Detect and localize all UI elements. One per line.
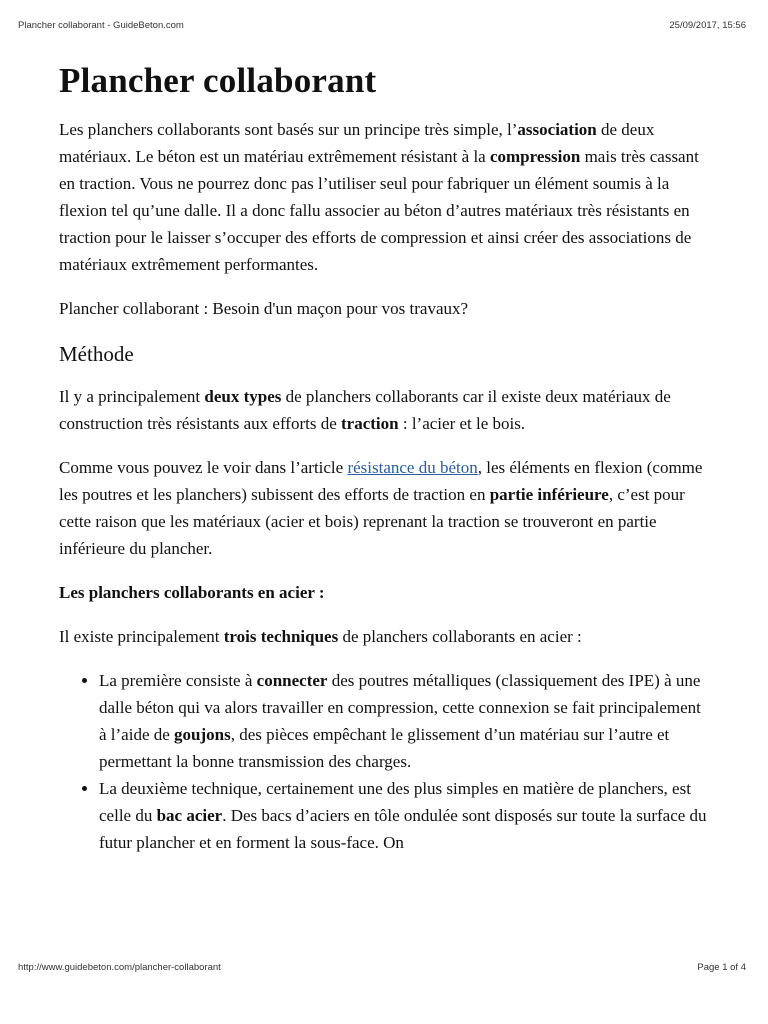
page-title: Plancher collaborant: [59, 61, 377, 100]
text-run: Il y a principalement: [59, 387, 205, 406]
list-item: [99, 775, 711, 856]
text-run: des poutres métalliques (classiquement des IPE) à une dalle béton qui va alors travailler en compression, cette connexion se fait principalement à l’aide de: [99, 671, 701, 744]
list-item: [99, 667, 711, 775]
text-run: La deuxième technique, certainement une des plus simples en matière de planchers, est celle du: [99, 779, 691, 825]
text-run: de deux matériaux. Le béton est un matériau extrêmement résistant à la: [59, 120, 655, 166]
bold-term: compression: [489, 147, 581, 166]
bold-term: association: [517, 120, 597, 139]
print-header: [18, 20, 746, 31]
text-run: La première consiste à: [99, 671, 257, 690]
bold-term: connecter: [256, 671, 328, 690]
bold-term: partie inférieure: [489, 485, 609, 504]
text-run: , c’est pour cette raison que les matériaux (acier et bois) reprenant la traction se trouveront en partie inférieure du plancher.: [59, 485, 685, 558]
section-heading-acier: Les planchers collaborants en acier :: [59, 583, 325, 602]
cta-paragraph: Plancher collaborant : Besoin d'un maçon pour vos travaux?: [59, 299, 469, 318]
print-url: http://www.guidebeton.com/plancher-collaborant: [18, 962, 221, 973]
bold-term: traction: [341, 414, 399, 433]
print-page-title: Plancher collaborant - GuideBeton.com: [18, 20, 184, 31]
bold-term: deux types: [204, 387, 282, 406]
text-run: Il existe principalement: [59, 627, 224, 646]
print-footer: [18, 962, 746, 973]
types-paragraph: [59, 383, 711, 437]
techniques-list: [59, 667, 711, 856]
bold-term: goujons: [174, 725, 231, 744]
print-page-number: Page 1 of 4: [697, 962, 746, 973]
flexion-paragraph: [59, 454, 711, 562]
bold-term: trois techniques: [223, 627, 339, 646]
trois-techniques-paragraph: [59, 623, 711, 650]
text-run: , des pièces empêchant le glissement d’un matériau sur l’autre et permettant la bonne transmission des charges.: [99, 725, 670, 771]
article-content: [59, 60, 711, 856]
print-datetime: 25/09/2017, 15:56: [669, 20, 746, 31]
link-resistance-du-beton[interactable]: résistance du béton: [347, 458, 478, 477]
bold-term: bac acier: [156, 806, 223, 825]
text-run: Comme vous pouvez le voir dans l’article: [59, 458, 348, 477]
intro-paragraph: [59, 116, 711, 278]
text-run: de planchers collaborants en acier :: [338, 627, 582, 646]
text-run: , les éléments en flexion (comme les poutres et les planchers) subissent des efforts de traction en: [59, 458, 703, 504]
text-run: mais très cassant en traction. Vous ne pourrez donc pas l’utiliser seul pour fabriquer un élément soumis à la flexion tel qu’une dalle. Il a donc fallu associer au béton d’autres matériaux très résistants en traction pour le laisser s’occuper des efforts de compression et ainsi créer des associations de matériaux extrêmement performantes.: [59, 147, 699, 274]
text-run: . Des bacs d’aciers en tôle ondulée sont disposés sur toute la surface du futur plancher et en forment la sous-face. On: [99, 806, 707, 852]
section-heading-methode: Méthode: [59, 342, 134, 366]
text-run: : l’acier et le bois.: [398, 414, 526, 433]
text-run: de planchers collaborants car il existe deux matériaux de construction très résistants aux efforts de: [59, 387, 671, 433]
text-run: Les planchers collaborants sont basés sur un principe très simple, l’: [59, 120, 518, 139]
